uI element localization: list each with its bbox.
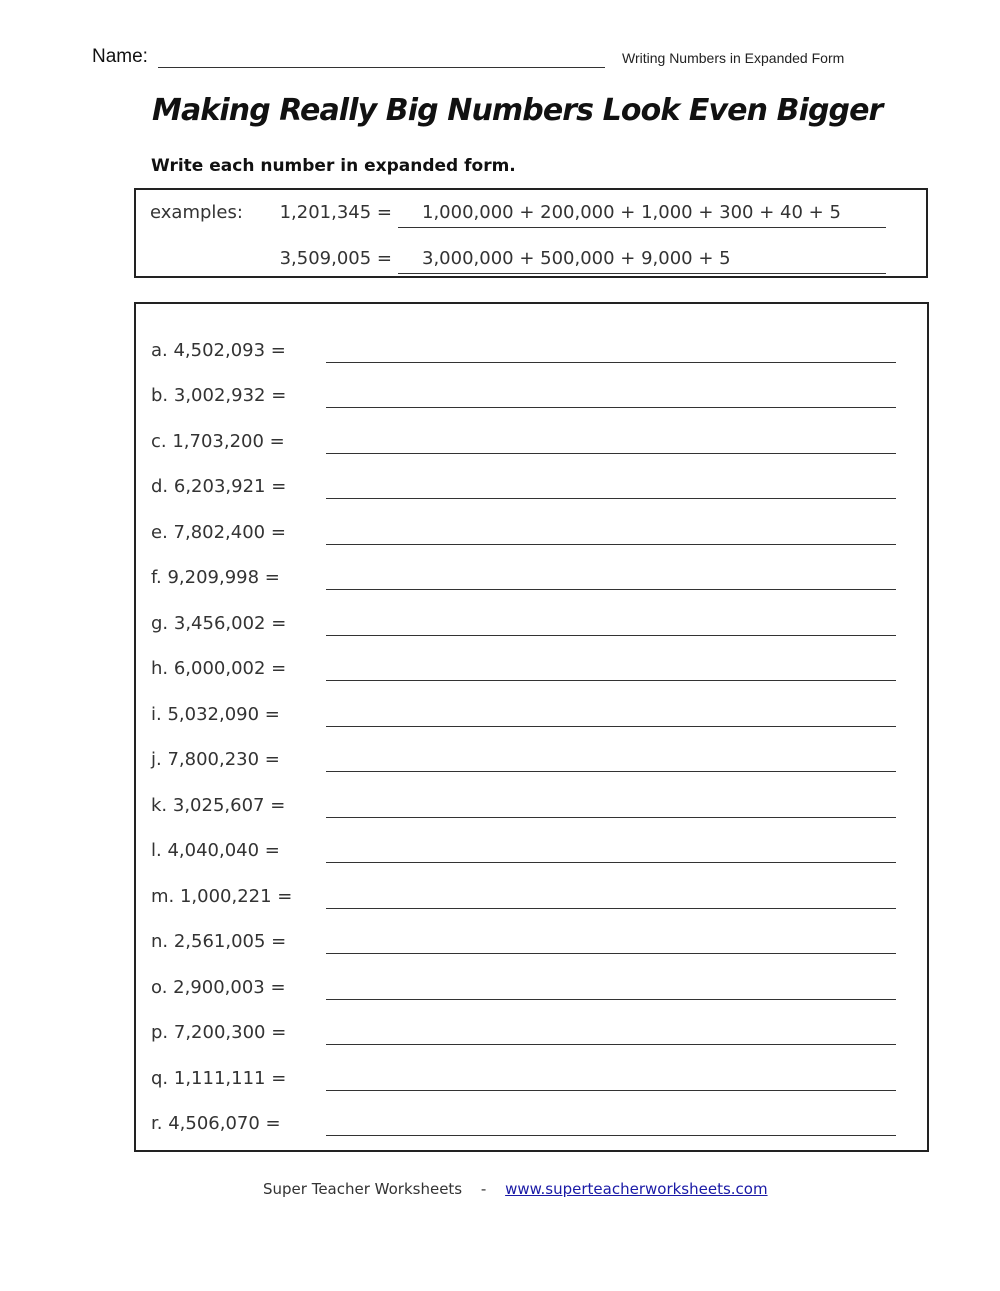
problem-row [136,338,927,368]
problem-row [136,838,927,868]
page-title: Making Really Big Numbers Look Even Bigger [152,93,883,128]
worksheet-subtitle: Writing Numbers in Expanded Form [622,50,845,66]
answer-line[interactable] [326,453,896,454]
instructions: Write each number in expanded form. [151,156,516,176]
answer-line[interactable] [326,1135,896,1136]
problem-row [136,929,927,959]
answer-line[interactable] [326,953,896,954]
problem-label: p. 7,200,300 = [151,1022,287,1043]
answer-line[interactable] [326,771,896,772]
example-number: 3,509,005 = [279,248,392,269]
problem-label: q. 1,111,111 = [151,1068,287,1089]
problem-label: b. 3,002,932 = [151,385,287,406]
problem-label: h. 6,000,002 = [151,658,287,679]
answer-line[interactable] [326,407,896,408]
answer-line[interactable] [326,680,896,681]
problem-row [136,1020,927,1050]
problem-label: d. 6,203,921 = [151,476,287,497]
answer-line[interactable] [326,862,896,863]
problem-row [136,520,927,550]
answer-line[interactable] [326,544,896,545]
problem-row [136,611,927,641]
answer-line[interactable] [326,726,896,727]
problem-row [136,702,927,732]
answer-line[interactable] [326,817,896,818]
name-input-line[interactable] [158,67,605,68]
problem-label: i. 5,032,090 = [151,704,280,725]
problem-label: o. 2,900,003 = [151,977,286,998]
answer-line[interactable] [326,999,896,1000]
example-answer: 1,000,000 + 200,000 + 1,000 + 300 + 40 + 5 [398,202,886,228]
name-label: Name: [92,46,148,67]
answer-line[interactable] [326,589,896,590]
problem-label: a. 4,502,093 = [151,340,286,361]
problem-label: j. 7,800,230 = [151,749,280,770]
problem-label: c. 1,703,200 = [151,431,285,452]
problem-label: l. 4,040,040 = [151,840,280,861]
problem-row [136,1066,927,1096]
answer-line[interactable] [326,635,896,636]
example-answer: 3,000,000 + 500,000 + 9,000 + 5 [398,248,886,274]
examples-box [134,188,928,278]
problem-label: g. 3,456,002 = [151,613,287,634]
problem-row [136,1111,927,1141]
name-row [92,46,862,72]
examples-label: examples: [150,202,243,223]
footer-brand: Super Teacher Worksheets [263,1180,463,1198]
problems-box [134,302,929,1152]
answer-line[interactable] [326,1090,896,1091]
problem-row [136,884,927,914]
footer-separator: - [480,1180,487,1198]
answer-line[interactable] [326,362,896,363]
problem-row [136,474,927,504]
footer [263,1180,768,1198]
problem-row [136,793,927,823]
problem-row [136,429,927,459]
problem-row [136,975,927,1005]
problem-label: e. 7,802,400 = [151,522,286,543]
problem-label: r. 4,506,070 = [151,1113,281,1134]
problem-label: k. 3,025,607 = [151,795,286,816]
problem-row [136,656,927,686]
answer-line[interactable] [326,498,896,499]
footer-website-link[interactable]: www.superteacherworksheets.com [505,1180,768,1198]
answer-line[interactable] [326,908,896,909]
example-number: 1,201,345 = [279,202,392,223]
problem-row [136,383,927,413]
problem-label: m. 1,000,221 = [151,886,293,907]
problem-label: f. 9,209,998 = [151,567,280,588]
problem-row [136,747,927,777]
answer-line[interactable] [326,1044,896,1045]
problem-label: n. 2,561,005 = [151,931,287,952]
problem-row [136,565,927,595]
